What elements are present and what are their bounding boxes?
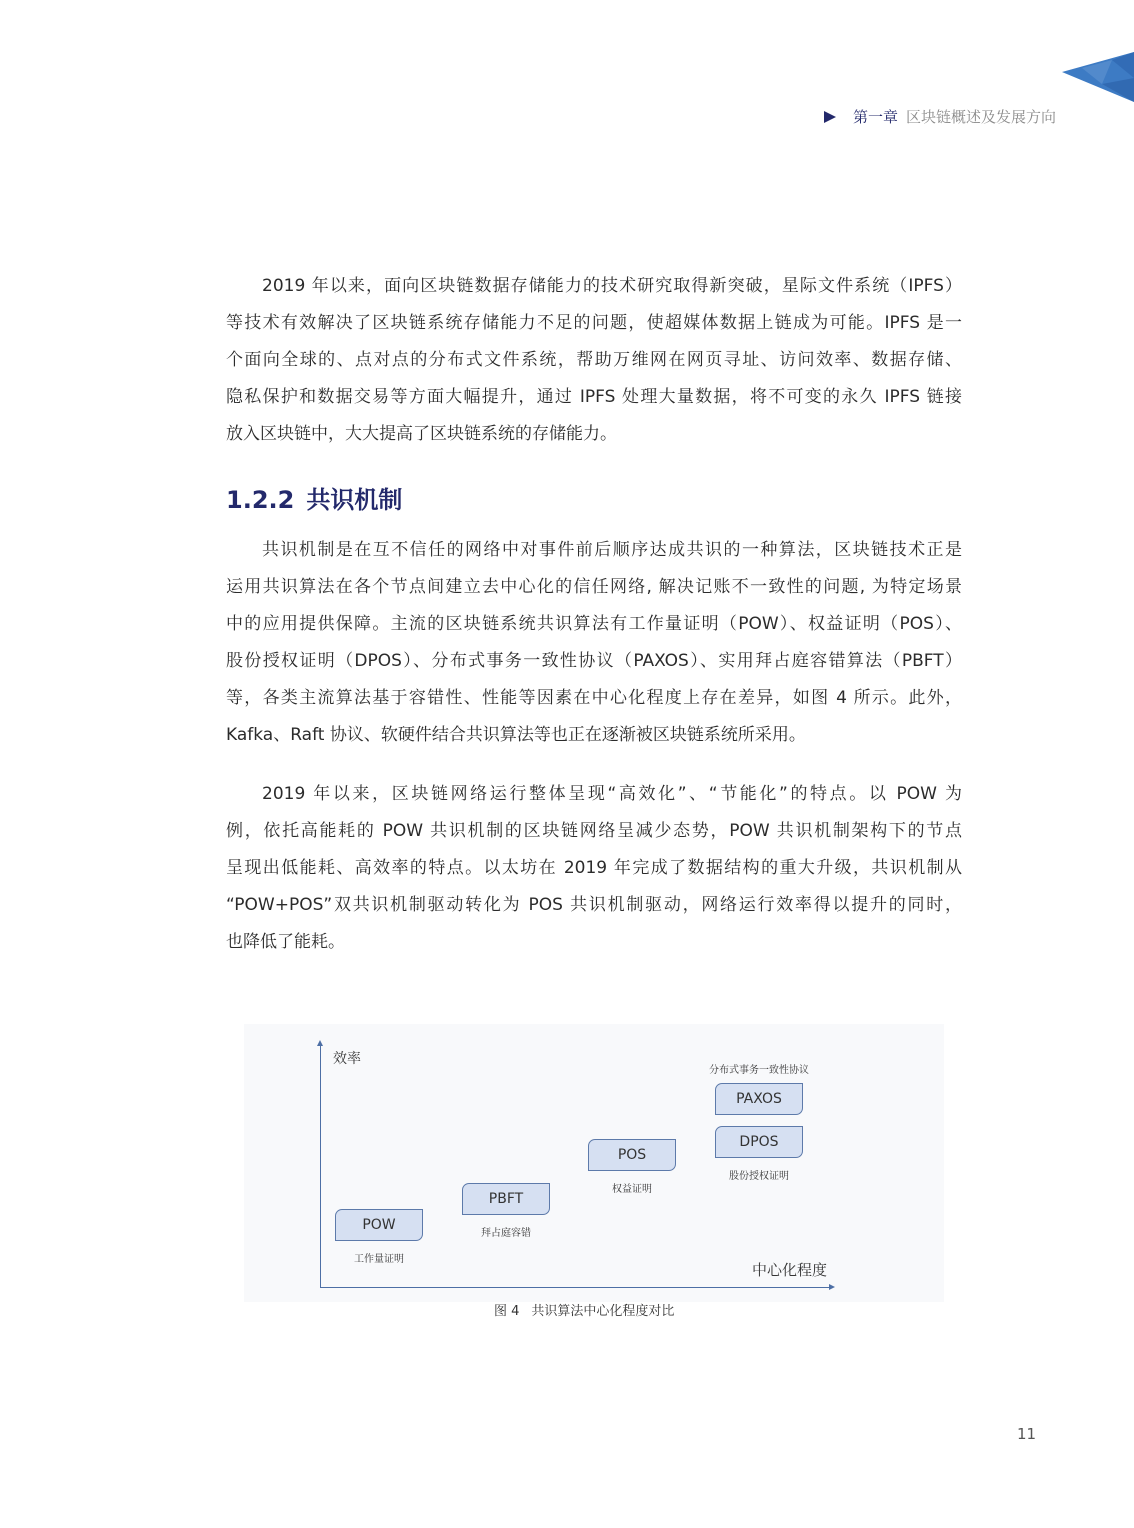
algo-sub-dpos: 股份授权证明 [729, 1171, 789, 1182]
x-axis [320, 1287, 830, 1288]
section-number: 1.2.2 [226, 486, 295, 514]
text-line: 股份授权证明（DPOS）、分布式事务一致性协议（PAXOS）、实用拜占庭容错算法（PBFT） [226, 651, 962, 671]
figure-caption-text: 共识算法中心化程度对比 [531, 1304, 675, 1319]
algo-sub-paxos: 分布式事务一致性协议 [709, 1065, 809, 1076]
text-line: 2019 年以来，区块链网络运行整体呈现“高效化”、“节能化”的特点。以 POW 为 [262, 784, 962, 804]
text-line: 隐私保护和数据交易等方面大幅提升，通过 IPFS 处理大量数据，将不可变的永久 IPFS 链接 [226, 387, 962, 407]
text-line: 放入区块链中，大大提高了区块链系统的存储能力。 [226, 424, 617, 444]
algo-box-pow: POW [335, 1209, 423, 1241]
play-triangle-icon [824, 111, 836, 123]
corner-triangle-decoration [1062, 52, 1134, 102]
paragraph-consensus [226, 532, 962, 754]
text-line: 共识机制是在互不信任的网络中对事件前后顺序达成共识的一种算法，区块链技术正是 [262, 540, 962, 560]
paragraph-ipfs [226, 268, 962, 453]
text-line: 等，各类主流算法基于容错性、性能等因素在中心化程度上存在差异，如图 4 所示。此外， [226, 688, 962, 708]
text-line: 等技术有效解决了区块链系统存储能力不足的问题，使超媒体数据上链成为可能。IPFS 是一 [226, 313, 962, 333]
chapter-label: 第一章 [853, 108, 899, 126]
algo-sub-pos: 权益证明 [612, 1184, 652, 1195]
figure-caption [494, 1300, 674, 1319]
x-axis-arrow-icon [829, 1284, 835, 1290]
algo-sub-pow: 工作量证明 [354, 1254, 404, 1265]
paragraph-efficiency [226, 776, 962, 961]
y-axis-arrow-icon [317, 1040, 323, 1046]
algo-box-dpos: DPOS [715, 1126, 803, 1158]
text-line: 2019 年以来，面向区块链数据存储能力的技术研究取得新突破，星际文件系统（IPFS） [262, 276, 962, 296]
text-line: 个面向全球的、点对点的分布式文件系统，帮助万维网在网页寻址、访问效率、数据存储、 [226, 350, 962, 370]
figure-number: 图 4 [494, 1304, 520, 1319]
text-line: 呈现出低能耗、高效率的特点。以太坊在 2019 年完成了数据结构的重大升级，共识机制从 [226, 858, 962, 878]
algo-box-pos: POS [588, 1139, 676, 1171]
section-heading [226, 480, 402, 515]
page-number: 11 [1017, 1425, 1037, 1443]
algo-box-paxos: PAXOS [715, 1083, 803, 1115]
running-header [824, 106, 1056, 127]
algo-sub-pbft: 拜占庭容错 [481, 1228, 531, 1239]
text-line: 也降低了能耗。 [226, 932, 345, 952]
chapter-title: 区块链概述及发展方向 [906, 108, 1057, 126]
text-line: “POW+POS”双共识机制驱动转化为 POS 共识机制驱动，网络运行效率得以提升的同时， [226, 895, 962, 915]
text-line: 运用共识算法在各个节点间建立去中心化的信任网络, 解决记账不一致性的问题, 为特定场景 [226, 577, 962, 597]
text-line: 例，依托高能耗的 POW 共识机制的区块链网络呈减少态势，POW 共识机制架构下的节点 [226, 821, 962, 841]
text-line: Kafka、Raft 协议、软硬件结合共识算法等也正在逐渐被区块链系统所采用。 [226, 725, 806, 745]
y-axis-label: 效率 [333, 1051, 361, 1067]
section-title-text: 共识机制 [306, 486, 403, 514]
x-axis-label: 中心化程度 [752, 1261, 828, 1279]
y-axis [320, 1044, 321, 1288]
text-line: 中的应用提供保障。主流的区块链系统共识算法有工作量证明（POW）、权益证明（POS）、 [226, 614, 962, 634]
algo-box-pbft: PBFT [462, 1183, 550, 1215]
